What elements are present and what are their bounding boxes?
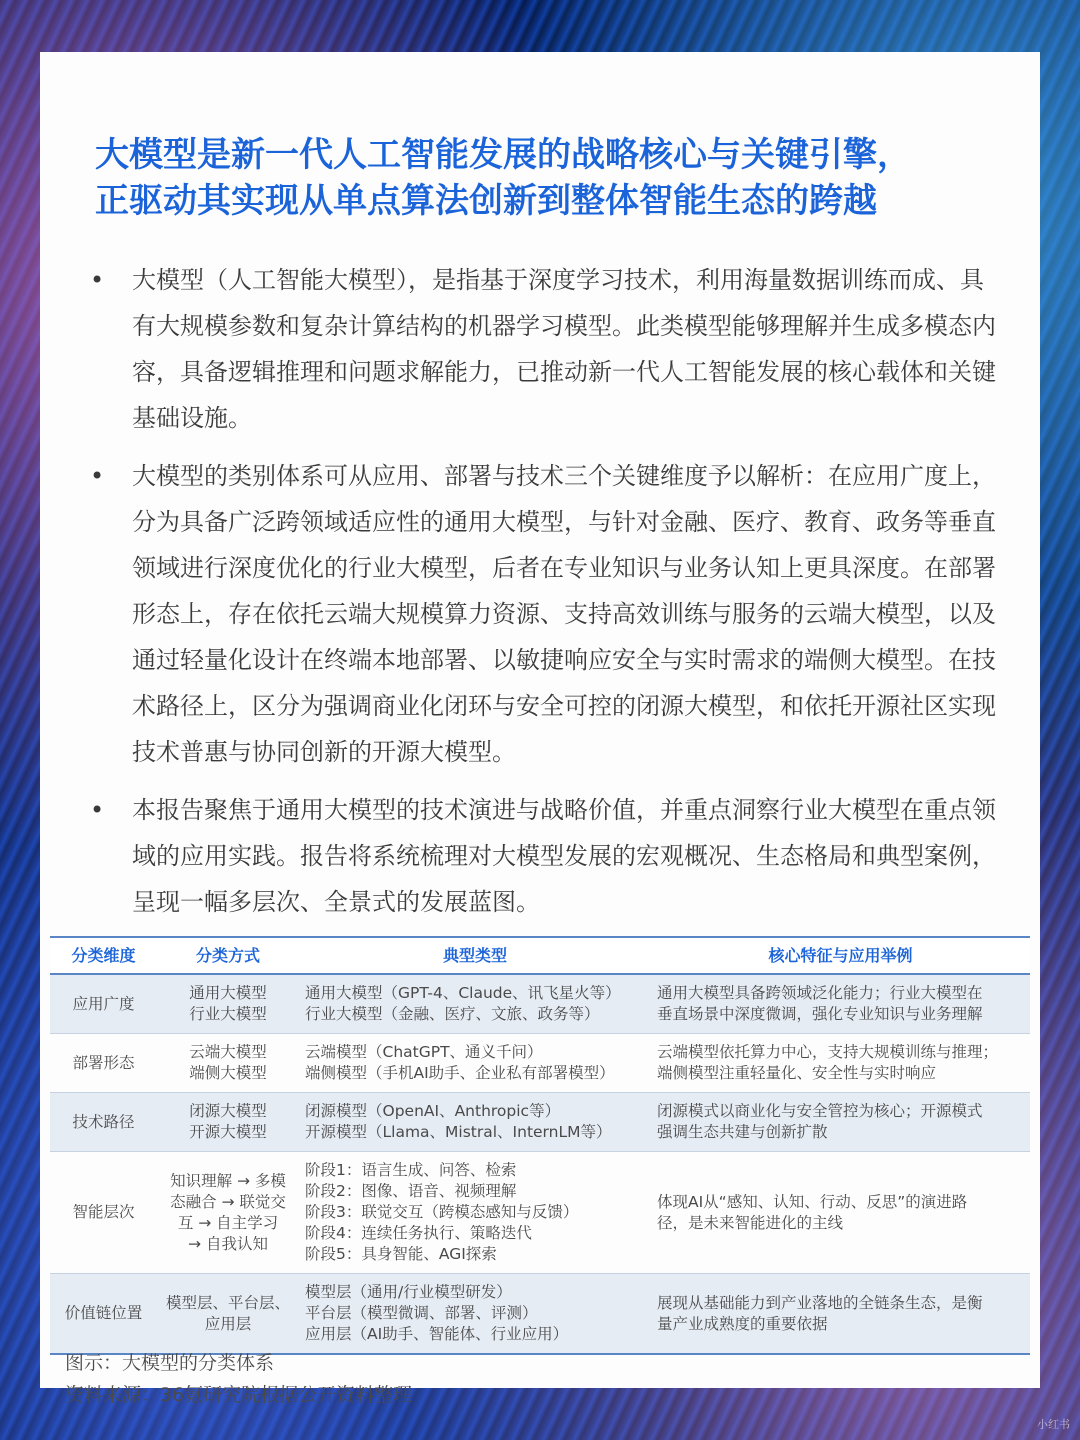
cell-dimension [50,1034,157,1093]
cell-types-line: 闭源模型（OpenAI、Anthropic等） [305,1102,561,1120]
cell-method-line: 开源大模型 [189,1123,267,1141]
cell-dimension-line: 应用广度 [72,994,135,1013]
bullet-text: 大模型的类别体系可从应用、部署与技术三个关键维度予以解析：在应用广度上，分为具备广泛跨领域适应性的通用大模型，与针对金融、医疗、教育、政务等垂直领域进行深度优化的行业大模型，后者在专业知识与业务认知上更具深度。在部署形态上，存在依托云端大规模算力资源、支持高效训练与服务的云端大模型，以及通过轻量化设计在终端本地部署、以敏捷响应安全与实时需求的端侧大模型。在技术路径上，区分为强调商业化闭环与安全可控的闭源大模型，和依托开源社区实现技术普惠与协同创新的开源大模型。 [132,462,996,766]
cell-types-line: 通用大模型（GPT-4、Claude、讯飞星火等） [305,984,621,1002]
bullet-dot-icon: • [90,462,105,490]
cell-dimension-line: 技术路径 [72,1112,135,1131]
cell-features [651,1274,1030,1355]
cell-features-line: 端侧模型注重轻量化、安全性与实时响应 [657,1064,937,1082]
cell-features-line: 展现从基础能力到产业落地的全链条生态，是衡 [657,1293,983,1312]
cell-method-line: 通用大模型 [189,984,267,1002]
cell-types [299,974,651,1034]
cell-types-line: 阶段5：具身智能、AGI探索 [305,1245,497,1263]
cell-types [299,1274,651,1355]
cell-dimension [50,1152,157,1274]
cell-method-line: 互 → 自主学习 [177,1213,279,1232]
cell-features [651,1152,1030,1274]
bullet-text: 本报告聚焦于通用大模型的技术演进与战略价值，并重点洞察行业大模型在重点领域的应用实践。报告将系统梳理对大模型发展的宏观概况、生态格局和典型案例，呈现一幅多层次、全景式的发展蓝图。 [132,796,996,916]
cell-types-line: 开源模型（Llama、Mistral、InternLM等） [305,1123,612,1141]
cell-dimension [50,1274,157,1355]
cell-types-line: 端侧模型（手机AI助手、企业私有部署模型） [305,1064,615,1082]
title-line-2: 正驱动其实现从单点算法创新到整体智能生态的跨越 [95,181,877,221]
cell-types-line: 阶段1：语言生成、问答、检索 [305,1161,517,1179]
cell-features-line: 强调生态共建与创新扩散 [657,1123,828,1141]
cell-types [299,1093,651,1152]
bullet-text: 大模型（人工智能大模型），是指基于深度学习技术，利用海量数据训练而成、具有大规模参数和复杂计算结构的机器学习模型。此类模型能够理解并生成多模态内容，具备逻辑推理和问题求解能力，已推动新一代人工智能发展的核心载体和关键基础设施。 [132,266,996,432]
cell-features-line: 云端模型依托算力中心，支持大规模训练与推理； [657,1043,999,1061]
cell-types-line: 平台层（模型微调、部署、评测） [305,1304,538,1322]
figure-caption: 图示：大模型的分类体系 [65,1352,275,1374]
source-note: 资料来源：36氪研究院根据公开资料整理 [65,1384,413,1406]
cell-method-line: 云端大模型 [189,1043,267,1061]
table-row [50,1152,1030,1274]
cell-dimension [50,974,157,1034]
cell-features [651,974,1030,1034]
bullet-dot-icon: • [90,266,105,294]
cell-types-line: 云端模型（ChatGPT、通义千问） [305,1043,543,1061]
bullet-list [82,257,1002,937]
header-dimension: 分类维度 [50,937,157,974]
table-row [50,1274,1030,1355]
cell-method-line: 知识理解 → 多模 [170,1171,286,1190]
cell-types-line: 应用层（AI助手、智能体、行业应用） [305,1325,569,1343]
classification-table [50,936,1030,1355]
table-row [50,974,1030,1034]
cell-types-line: 阶段4：连续任务执行、策略迭代 [305,1224,532,1242]
cell-method-line: 模型层、平台层、 [165,1293,290,1312]
header-types: 典型类型 [299,937,651,974]
cell-features-line: 通用大模型具备跨领域泛化能力；行业大模型在 [657,984,983,1002]
cell-features-line: 垂直场景中深度微调，强化专业知识与业务理解 [657,1005,983,1023]
cell-types [299,1152,651,1274]
cell-types-line: 阶段2：图像、语音、视频理解 [305,1182,517,1200]
cell-features-line: 体现AI从“感知、认知、行动、反思”的演进路 [657,1192,968,1211]
bullet-item [82,453,1002,775]
cell-dimension-line: 价值链位置 [64,1304,143,1322]
table-row [50,1034,1030,1093]
page-title [95,132,1025,224]
cell-method-line: 端侧大模型 [189,1064,267,1082]
header-features: 核心特征与应用举例 [651,937,1030,974]
cell-dimension-line: 智能层次 [72,1203,135,1221]
cell-method [157,1034,299,1093]
cell-method-line: 闭源大模型 [189,1102,267,1120]
cell-method-line: 态融合 → 联觉交 [170,1192,286,1211]
cell-dimension [50,1093,157,1152]
cell-dimension-line: 部署形态 [72,1053,135,1072]
cell-types [299,1034,651,1093]
cell-features [651,1034,1030,1093]
cell-types-line: 模型层（通用/行业模型研发） [305,1283,512,1301]
bullet-item [82,787,1002,925]
bullet-dot-icon: • [90,796,105,824]
watermark: 小红书 [1037,1418,1070,1431]
table-header-row [50,937,1030,974]
cell-method-line: 行业大模型 [189,1005,267,1023]
bullet-item [82,257,1002,441]
cell-method [157,974,299,1034]
table-row [50,1093,1030,1152]
cell-features-line: 量产业成熟度的重要依据 [657,1314,828,1333]
cell-types-line: 阶段3：联觉交互（跨模态感知与反馈） [305,1203,579,1221]
cell-features-line: 径，是未来智能进化的主线 [657,1213,844,1232]
cell-method [157,1152,299,1274]
cell-method [157,1093,299,1152]
cell-features-line: 闭源模式以商业化与安全管控为核心；开源模式 [657,1102,983,1120]
table-body [50,974,1030,1354]
cell-features [651,1093,1030,1152]
cell-method [157,1274,299,1355]
cell-method-line: 应用层 [204,1314,252,1333]
header-method: 分类方式 [157,937,299,974]
cell-types-line: 行业大模型（金融、医疗、文旅、政务等） [305,1005,600,1023]
report-card [40,52,1040,1406]
cell-method-line: → 自我认知 [188,1234,268,1253]
title-line-1: 大模型是新一代人工智能发展的战略核心与关键引擎， [95,135,911,175]
